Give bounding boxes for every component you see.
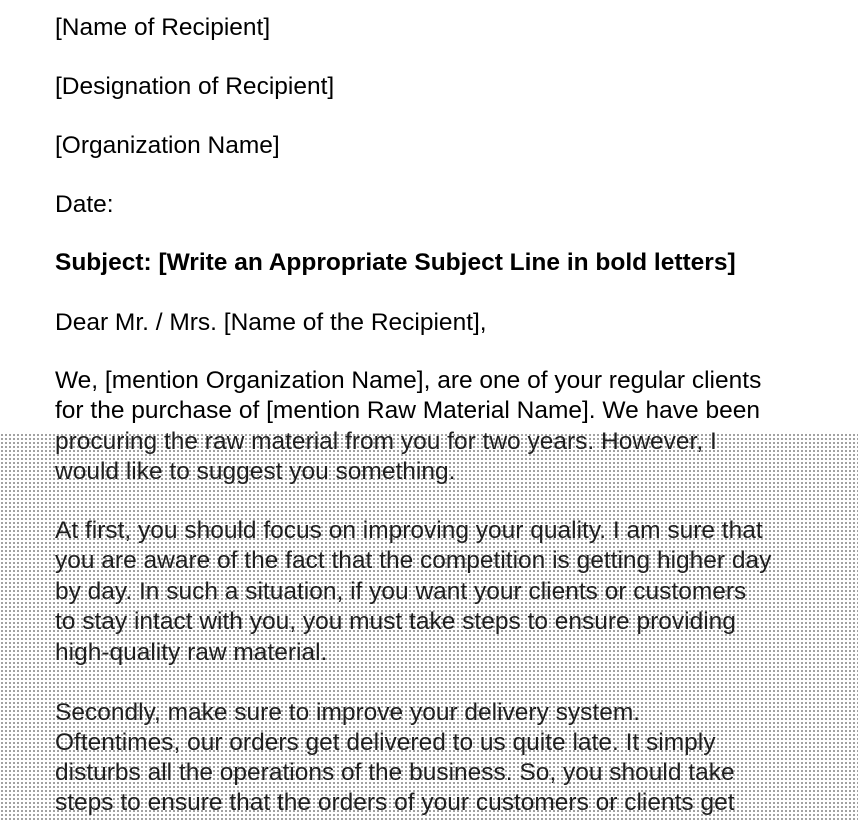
paragraph-2-line-2: you are aware of the fact that the competition is getting higher day — [55, 547, 772, 574]
paragraph-1-line-4: would like to suggest you something. — [55, 458, 456, 485]
subject-line: Subject: [Write an Appropriate Subject Line in bold letters] — [55, 249, 736, 276]
paragraph-1-line-3: procuring the raw material from you for two years. However, I — [55, 428, 717, 455]
recipient-name: [Name of Recipient] — [55, 14, 271, 41]
paragraph-3-line-1: Secondly, make sure to improve your delivery system. — [55, 699, 641, 726]
date-label: Date: — [55, 191, 114, 218]
recipient-designation: [Designation of Recipient] — [55, 73, 335, 100]
paragraph-3-line-4: steps to ensure that the orders of your customers or clients get — [55, 789, 735, 816]
paragraph-1-line-2: for the purchase of [mention Raw Material Name]. We have been — [55, 397, 760, 424]
paragraph-3-line-2: Oftentimes, our orders get delivered to us quite late. It simply — [55, 729, 716, 756]
organization-name: [Organization Name] — [55, 132, 280, 159]
paragraph-1-line-1: We, [mention Organization Name], are one of your regular clients — [55, 367, 762, 394]
salutation: Dear Mr. / Mrs. [Name of the Recipient], — [55, 309, 487, 336]
paragraph-2-line-3: by day. In such a situation, if you want your clients or customers — [55, 578, 747, 605]
paragraph-2-line-1: At first, you should focus on improving your quality. I am sure that — [55, 517, 763, 544]
paragraph-3-line-3: disturbs all the operations of the business. So, you should take — [55, 759, 735, 786]
paragraph-2-line-4: to stay intact with you, you must take steps to ensure providing — [55, 608, 736, 635]
paragraph-2-line-5: high-quality raw material. — [55, 639, 328, 666]
